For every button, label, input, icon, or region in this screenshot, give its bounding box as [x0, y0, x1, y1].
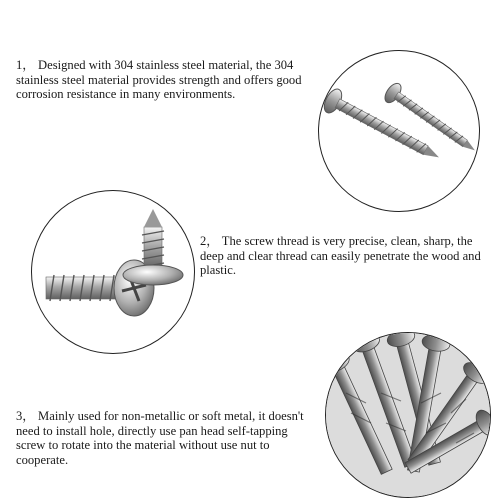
short-screws-image	[31, 190, 195, 354]
long-screws-image	[318, 50, 480, 212]
screw-pile-image	[325, 332, 491, 498]
screw-pile-icon	[326, 333, 490, 497]
feature-text-2: 2， The screw thread is very precise, clean, sharp, the deep and clear thread can easily penetrate the wood and plastic.	[200, 234, 481, 278]
feature-text-1: 1， Designed with 304 stainless steel material, the 304 stainless steel material provides strength and offers good corrosion resistance in many environments.	[16, 58, 302, 102]
feature-text-3: 3， Mainly used for non-metallic or soft metal, it doesn't need to install hole, directly use pan head self-tapping screw to rotate into the material without use nut to cooperate.	[16, 409, 304, 467]
two-long-screws-icon	[319, 51, 479, 211]
short-screws-icon	[32, 191, 194, 353]
